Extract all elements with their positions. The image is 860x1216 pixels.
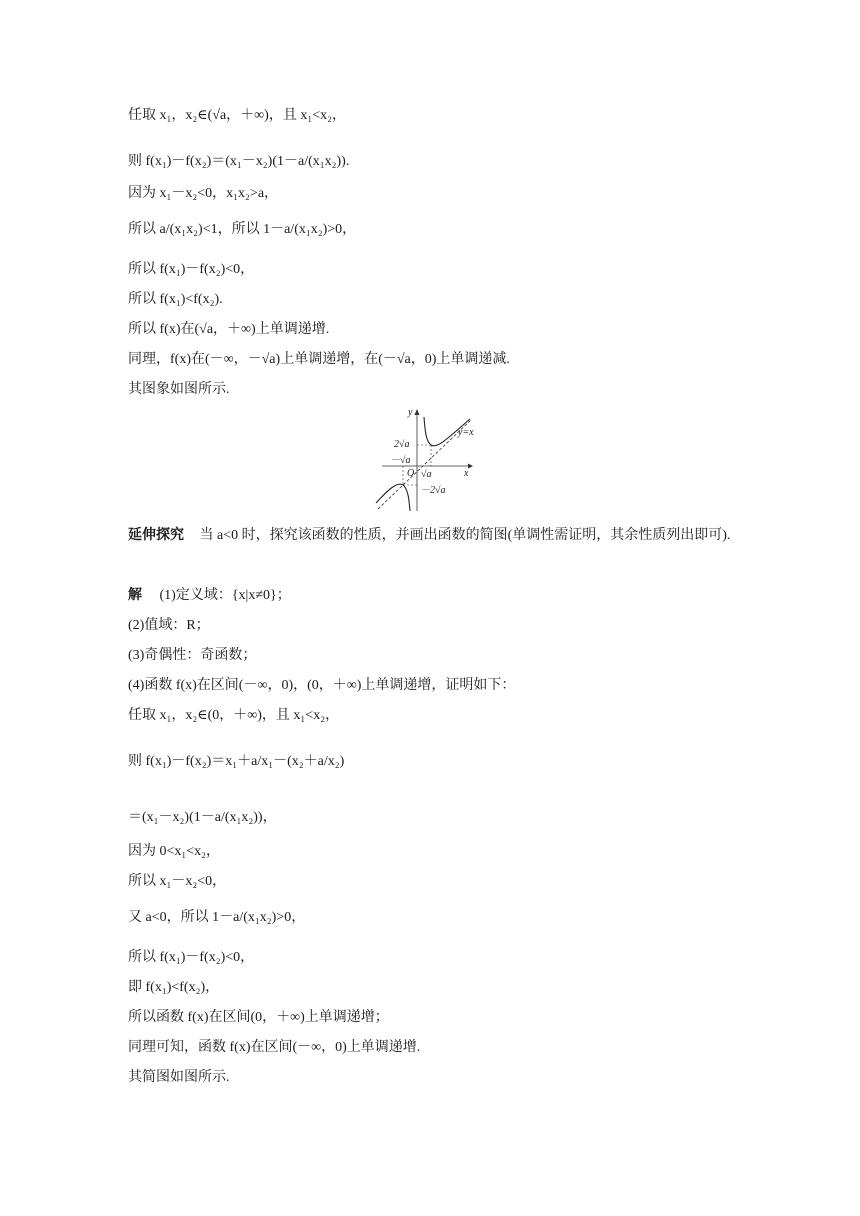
proof-line-2: 则 f(x₁)－f(x₂)＝(x₁－x₂)(1－a/(x₁x₂)). [128, 154, 350, 169]
label-2sqrta: 2√a [394, 439, 410, 450]
proof-line-9: 其图象如图所示. [128, 382, 230, 397]
solution-line-6: ＝(x₁－x₂)(1－a/(x₁x₂))， [128, 810, 277, 825]
label-sqrta: √a [421, 469, 432, 480]
solution-line-10: 所以 f(x₁)－f(x₂)<0， [128, 950, 255, 965]
proof-line-4: 所以 a/(x₁x₂)<1，所以 1－a/(x₁x₂)>0， [128, 222, 357, 237]
solution-line-5: 则 f(x₁)－f(x₂)＝x₁＋a/x₁－(x₂＋a/x₂) [128, 754, 345, 769]
solution-line-8: 所以 x₁－x₂<0， [128, 874, 227, 889]
solution-label: 解 [128, 588, 142, 603]
solution-line-1: (2)值域：R； [128, 618, 210, 633]
proof-line-1: 任取 x₁，x₂∈(√a，＋∞)，且 x₁<x₂， [128, 108, 346, 123]
extension-block [128, 526, 738, 546]
solution-line-2: (3)奇偶性：奇函数； [128, 648, 257, 663]
solution-line-0 [128, 586, 291, 606]
proof-line-3: 因为 x₁－x₂<0，x₁x₂>a， [128, 186, 279, 201]
solution-line-4: 任取 x₁，x₂∈(0，＋∞)，且 x₁<x₂， [128, 708, 340, 723]
x-axis-label: x [464, 468, 469, 479]
asymptote-label: y=x [458, 427, 474, 438]
solution-line-14: 其简图如图所示. [128, 1070, 230, 1085]
label-neg-2sqrta: －2√a [420, 485, 446, 496]
label-origin: O [407, 468, 415, 479]
solution-line-7: 因为 0<x₁<x₂， [128, 844, 221, 859]
proof-line-8: 同理，f(x)在(－∞，－√a)上单调递增，在(－√a，0)上单调递减. [128, 352, 510, 367]
extension-heading: 延伸探究 [128, 528, 184, 543]
proof-line-5: 所以 f(x₁)－f(x₂)<0， [128, 262, 255, 277]
solution-line-9: 又 a<0，所以 1－a/(x₁x₂)>0， [128, 910, 306, 925]
proof-line-6: 所以 f(x₁)<f(x₂). [128, 292, 223, 307]
solution-line-13: 同理可知，函数 f(x)在区间(－∞，0)上单调递增. [128, 1040, 421, 1055]
solution-line-3: (4)函数 f(x)在区间(－∞，0)，(0，＋∞)上单调递增，证明如下： [128, 678, 516, 693]
solution-line-11: 即 f(x₁)<f(x₂)， [128, 980, 220, 995]
left-branch-curve [376, 484, 410, 511]
proof-line-7: 所以 f(x)在(√a，＋∞)上单调递增. [128, 322, 330, 337]
x-axis-arrow [468, 464, 473, 469]
solution-line-12: 所以函数 f(x)在区间(0，＋∞)上单调递增； [128, 1010, 389, 1025]
y-axis-arrow [415, 409, 420, 415]
extension-prompt: 当 a<0 时，探究该函数的性质，并画出函数的简图(单调性需证明，其余性质列出即可). [199, 528, 731, 543]
label-neg-sqrta: －√a [390, 455, 411, 466]
solution-text: (1)定义域：{x|x≠0}； [159, 588, 291, 603]
function-graph [374, 405, 484, 513]
y-axis-label: y [408, 407, 413, 418]
